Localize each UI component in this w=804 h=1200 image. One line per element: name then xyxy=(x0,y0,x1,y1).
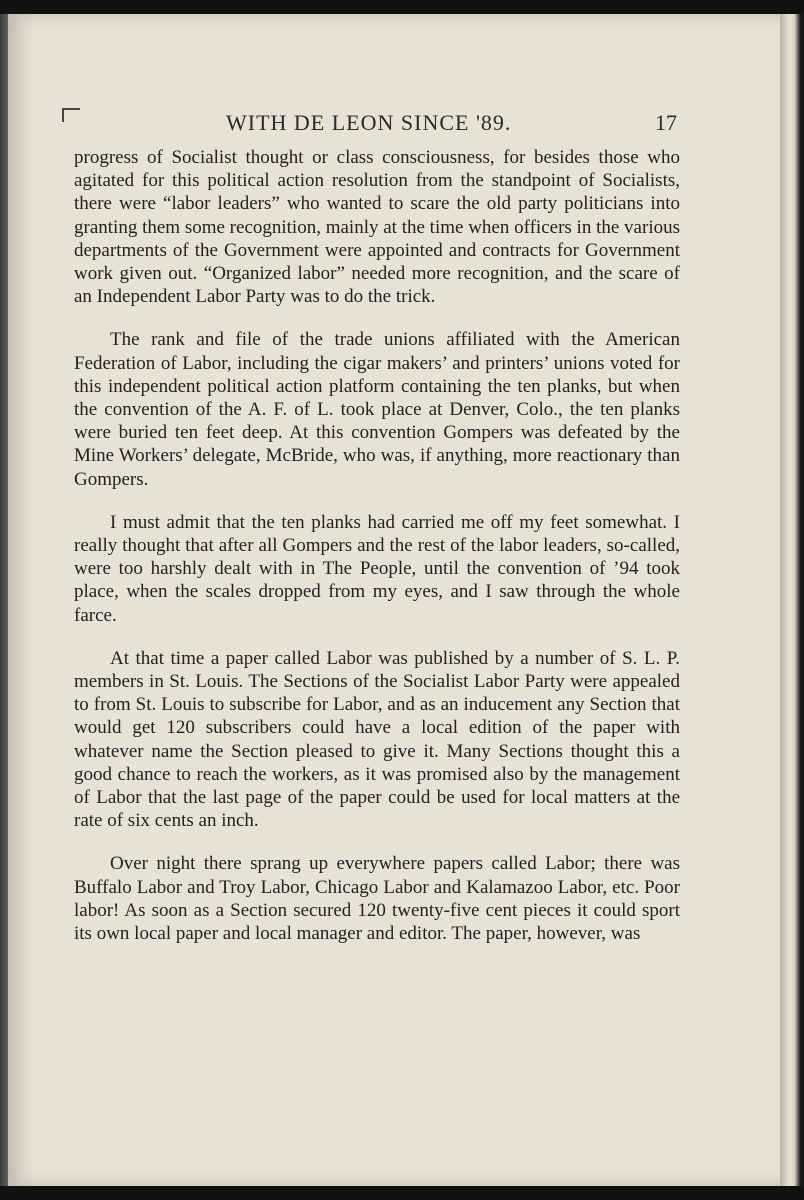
body-text xyxy=(74,146,680,965)
page-fore-edge xyxy=(780,14,804,1186)
paragraph-2: The rank and file of the trade unions affiliated with the American Federation of Labor, including the cigar makers’ and printers’ unions voted for this independent political action platform containing the ten planks, but when the convention of the A. F. of L. took place at Denver, Colo., the ten planks were buried ten feet deep. At this convention Gompers was defeated by the Mine Workers’ delegate, McBride, who was, if anything, more reactionary than Gompers. xyxy=(74,329,680,490)
page-number: 17 xyxy=(655,110,677,135)
paragraph-1: progress of Socialist thought or class consciousness, for besides those who agitated for this political action resolution from the standpoint of Socialists, there were “labor leaders” who wanted to scare the old party politicians into granting them some recognition, mainly at the time when officers in the various departments of the Government were appointed and contracts for Government work given out. “Organized labor” needed more recognition, and the scare of an Independent Labor Party was to do the trick. xyxy=(74,147,680,308)
running-head xyxy=(0,110,804,144)
paragraph-4: At that time a paper called Labor was published by a number of S. L. P. members in St. Louis. The Sections of the Socialist Labor Party were appealed to from St. Louis to subscribe for Labor, and as an inducement any Section that would get 120 subscribers could have a local edition of the paper with whatever name the Section pleased to give it. Many Sections thought this a good chance to reach the workers, as it was promised also by the management of Labor that the last page of the paper could be used for local matters at the rate of six cents an inch. xyxy=(74,647,680,832)
paragraph-5: Over night there sprang up everywhere papers called Labor; there was Buffalo Labor and Troy Labor, Chicago Labor and Kalamazoo Labor, etc. Poor labor! As soon as a Section secured 120 twenty-five cent pieces it could sport its own local paper and local manager and editor. The paper, however, was xyxy=(74,853,680,945)
paragraph-3: I must admit that the ten planks had carried me off my feet somewhat. I really thought that after all Gompers and the rest of the labor leaders, so-called, were too harshly dealt with in The People, until the convention of ’94 took place, when the scales dropped from my eyes, and I saw through the whole farce. xyxy=(74,511,680,626)
running-title: WITH DE LEON SINCE '89. xyxy=(226,110,512,135)
